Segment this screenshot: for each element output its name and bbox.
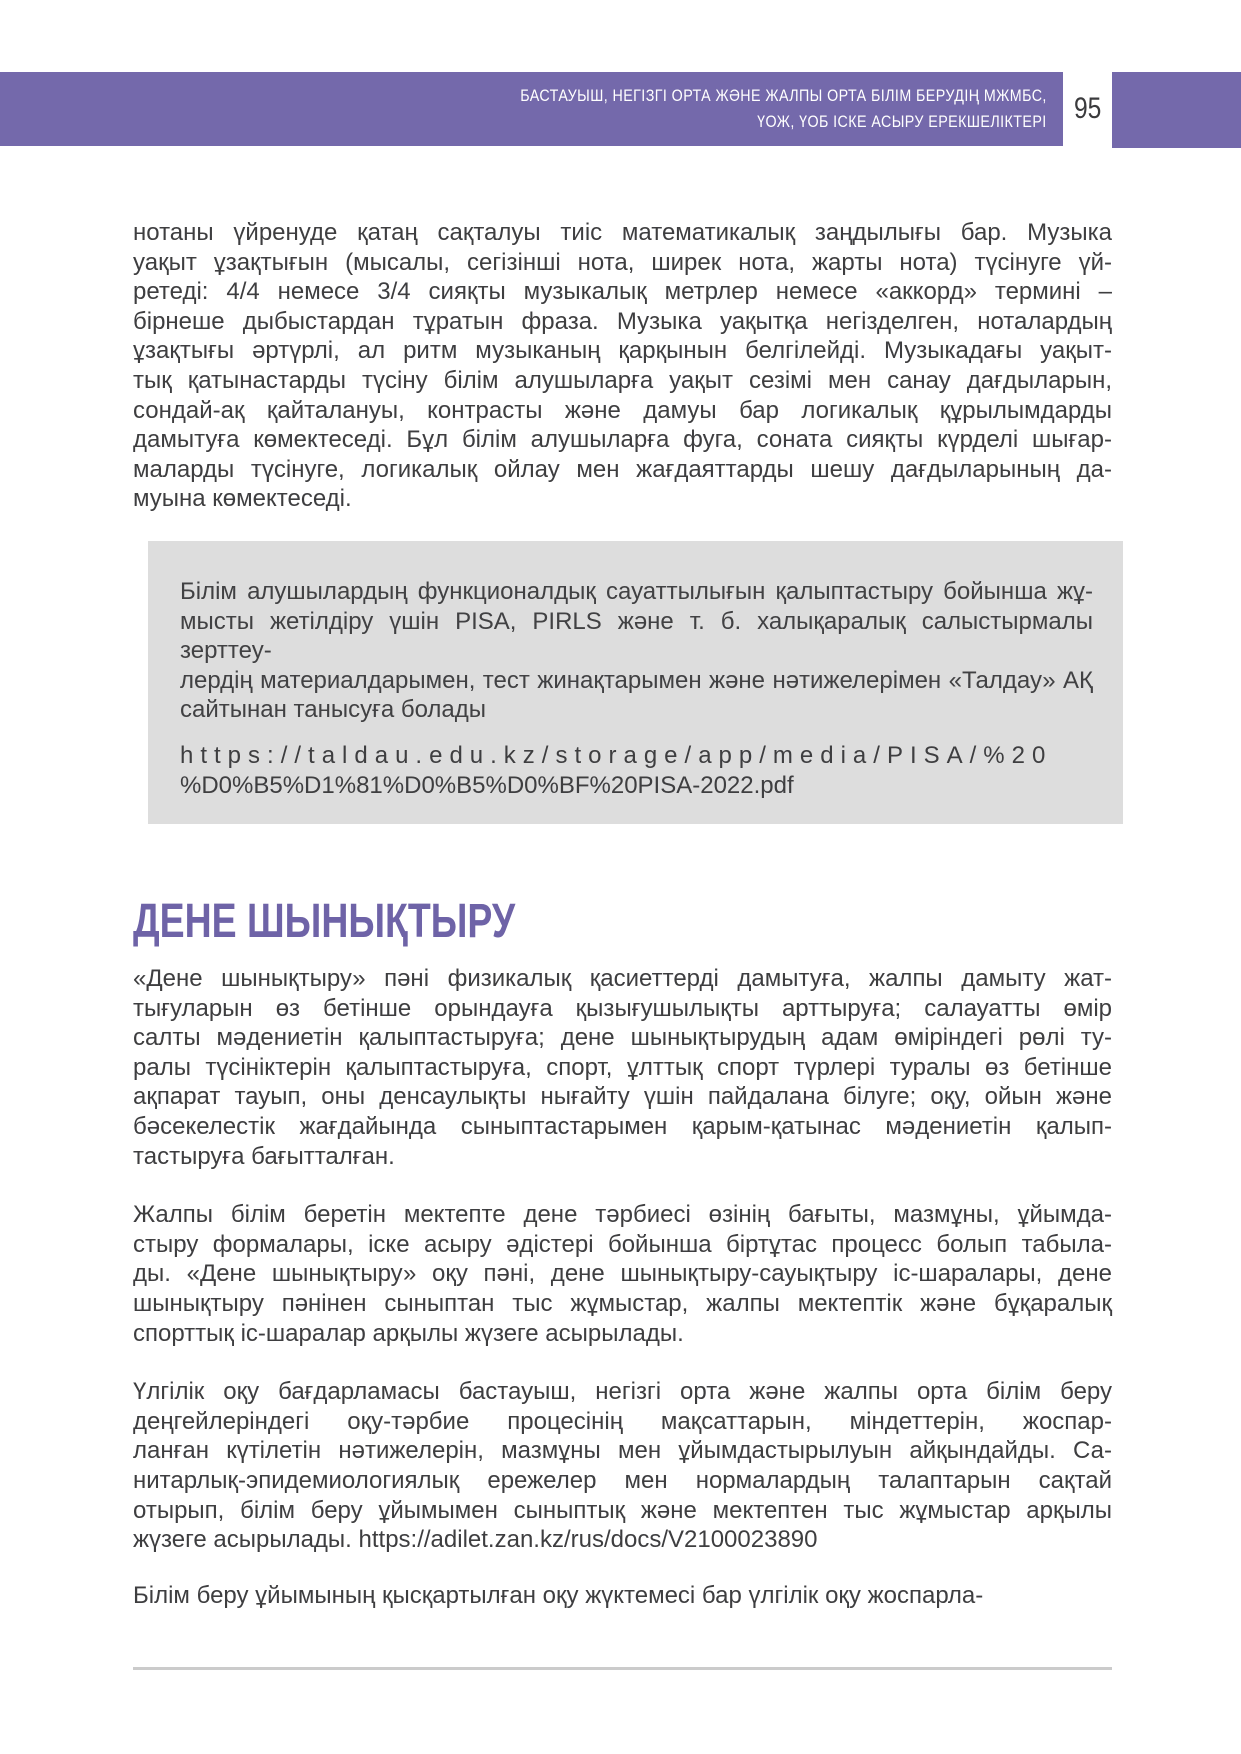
text-line: стыру формалары, іске асыру әдістері бойынша біртұтас процесс болып табыла- [133, 1230, 1112, 1258]
text-line: бәсекелестік жағдайында сыныптастарымен қарым-қатынас мәдениетін қалып- [133, 1113, 1112, 1141]
text-line: ралы түсініктерін қалыптастыруға, спорт, ұлттық спорт түрлері туралы өз бетінше [133, 1053, 1112, 1081]
text-line: тығуларын өз бетінше орындауға қызығушылықты арттыруға; салауатты өмір [133, 994, 1112, 1022]
text-line: тық қатынастарды түсіну білім алушыларға уақыт сезімі мен санау дағдыларын, [133, 366, 1112, 394]
info-box-url-line-1: https://taldau.edu.kz/storage/app/media/PISA/%20 [180, 741, 1053, 769]
text-line: сайтынан танысуға болады [180, 696, 487, 724]
text-line: отырып, білім беру ұйымымен сыныптық және мектептен тыс жұмыстар арқылы [133, 1496, 1112, 1524]
text-line: муына көмектеседі. [133, 485, 352, 513]
text-line: дамытуға көмектеседі. Бұл білім алушыларға фуга, соната сияқты күрделі шығар- [133, 426, 1112, 454]
page-number: 95 [1073, 92, 1102, 125]
paragraph-physical-education-goals [133, 964, 1112, 1171]
text-line: деңгейлеріндегі оқу-тәрбие процесінің мақсаттарын, міндеттерін, жоспар- [133, 1407, 1112, 1435]
info-box-url-line-2: %D0%B5%D1%81%D0%B5%D0%BF%20PISA-2022.pdf [180, 771, 794, 799]
text-line: тастыруға бағытталған. [133, 1142, 395, 1170]
header-accent-block [1112, 72, 1241, 148]
text-line: ретеді: 4/4 немесе 3/4 сияқты музыкалық метрлер немесе «аккорд» термині – [133, 278, 1112, 306]
paragraph-music [133, 218, 1112, 514]
text-line: шынықтыру пәнінен сыныптан тыс жұмыстар, жалпы мектептік және бұқаралық [133, 1290, 1112, 1318]
text-line: ақпарат тауып, оны денсаулықты нығайту үшін пайдалана білуге; оқу, ойын және [133, 1083, 1112, 1111]
paragraph-school-process [133, 1200, 1112, 1348]
section-heading: ДЕНЕ ШЫНЫҚТЫРУ [133, 895, 516, 949]
text-line: жүзеге асырылады. https://adilet.zan.kz/rus/docs/V2100023890 [133, 1526, 818, 1554]
footer-divider [133, 1667, 1112, 1670]
text-line: ұзақтығы әртүрлі, ал ритм музыканың қарқынын белгілейді. Музыкадағы уақыт- [133, 337, 1112, 365]
text-line: нотаны үйренуде қатаң сақталуы тиіс математикалық заңдылығы бар. Музыка [133, 219, 1112, 246]
text-line: Үлгілік оқу бағдарламасы бастауыш, негізгі орта және жалпы орта білім беру [133, 1378, 1112, 1406]
paragraph-reduced-load [133, 1581, 1112, 1611]
text-line: спорттық іс-шаралар арқылы жүзеге асырылады. [133, 1319, 684, 1347]
text-line: бірнеше дыбыстардан тұратын фраза. Музыка уақытқа негізделген, ноталардың [133, 307, 1112, 335]
text-line: «Дене шынықтыру» пәні физикалық қасиеттерді дамытуға, жалпы дамыту жат- [133, 965, 1112, 993]
text-line: ды. «Дене шынықтыру» оқу пәні, дене шынықтыру-сауықтыру іс-шаралары, дене [133, 1260, 1112, 1288]
text-line: лердің материалдарымен, тест жинақтарымен және нәтижелерімен «Талдау» АҚ [180, 666, 1093, 694]
text-line: Білім алушылардың функционалдық сауаттылығын қалыптастыру бойынша жұ- [180, 577, 1093, 605]
paragraph-curriculum [133, 1377, 1112, 1555]
text-line: салты мәдениетін қалыптастыруға; дене шынықтырудың адам өміріндегі рөлі ту- [133, 1024, 1112, 1052]
info-box [148, 541, 1123, 824]
page-number-cell [1063, 72, 1112, 146]
header-title-line-1: БАСТАУЫШ, НЕГІЗГІ ОРТА ЖӘНЕ ЖАЛПЫ ОРТА БІЛІМ БЕРУДІҢ МЖМБС, [520, 86, 1047, 105]
info-box-text [180, 577, 1093, 725]
text-line: ланған күтілетін нәтижелерін, мазмұны мен ұйымдастырылуын айқындайды. Са- [133, 1437, 1112, 1465]
text-line: маларды түсінуге, логикалық ойлау мен жағдаяттарды шешу дағдыларының да- [133, 455, 1112, 483]
info-box-url-block [180, 741, 1093, 800]
text-line: сондай-ақ қайталануы, контрасты және дамуы бар логикалық құрылымдарды [133, 396, 1112, 424]
header-bar [0, 72, 1063, 146]
text-line: Жалпы білім беретін мектепте дене тәрбиесі өзінің бағыты, мазмұны, ұйымда- [133, 1201, 1112, 1229]
header-title-line-2: ҮОЖ, ҮОБ ІСКЕ АСЫРУ ЕРЕКШЕЛІКТЕРІ [757, 112, 1047, 131]
text-line: Білім беру ұйымының қысқартылған оқу жүктемесі бар үлгілік оқу жоспарла- [133, 1581, 984, 1609]
text-line: нитарлық-эпидемиологиялық ережелер мен нормалардың талаптарын сақтай [133, 1467, 1112, 1494]
text-line: мысты жетілдіру үшін PISA, PIRLS және т. б. халықаралық салыстырмалы зерттеу- [180, 607, 1093, 665]
text-line: уақыт ұзақтығын (мысалы, сегізінші нота, ширек нота, жарты нота) түсінуге үй- [133, 248, 1112, 276]
